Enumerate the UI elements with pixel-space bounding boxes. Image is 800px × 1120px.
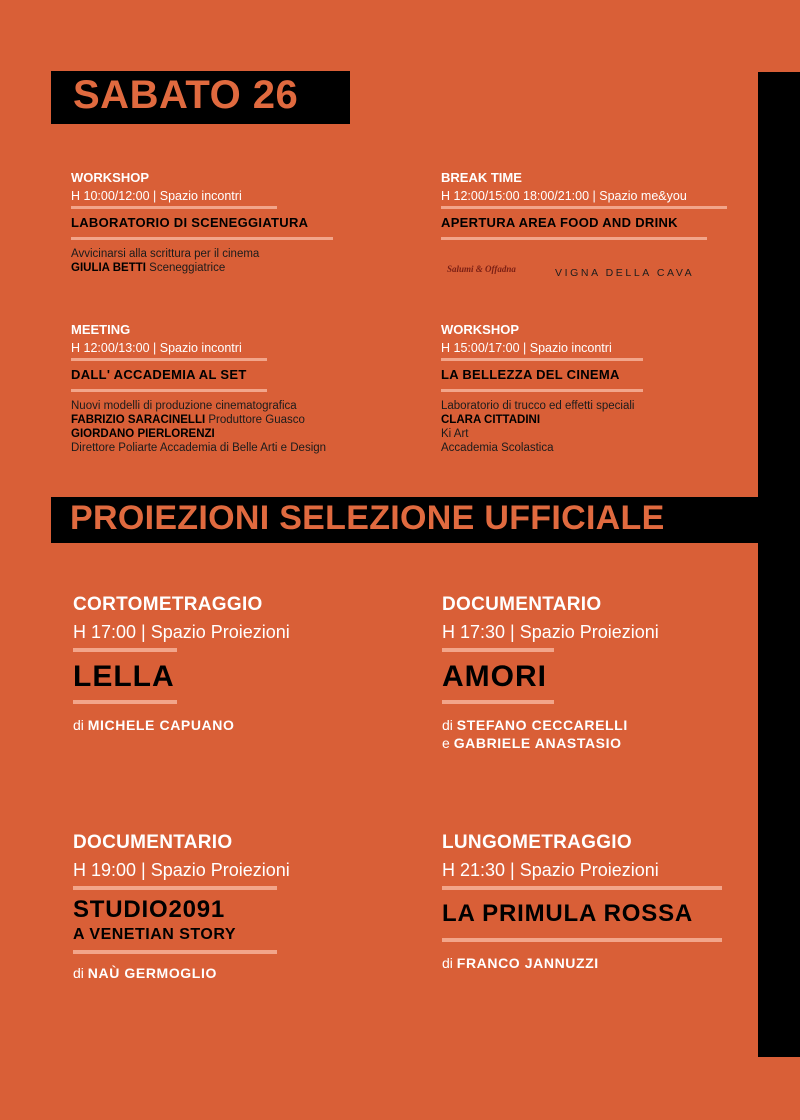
screening-time: H 17:30 | Spazio Proiezioni <box>442 622 659 642</box>
divider <box>73 648 177 652</box>
event-time: H 12:00/13:00 | Spazio incontri <box>71 341 242 355</box>
screening-kind: DOCUMENTARIO <box>442 594 602 615</box>
divider <box>73 950 277 954</box>
event-kind: WORKSHOP <box>71 170 149 185</box>
divider <box>71 237 333 240</box>
event-person <box>71 413 371 427</box>
director-name: MICHELE CAPUANO <box>87 717 235 733</box>
event-subtitle: Laboratorio di trucco ed effetti speciali <box>441 400 635 412</box>
divider <box>441 389 643 392</box>
day-header <box>51 71 350 124</box>
event-workshop-bellezza <box>441 322 741 455</box>
person-name: CLARA CITTADINI <box>441 414 541 426</box>
director-name: GABRIELE ANASTASIO <box>453 735 622 751</box>
divider <box>441 358 643 361</box>
event-break-time <box>441 170 741 240</box>
divider <box>441 206 727 209</box>
by-prefix: e <box>442 735 450 751</box>
screening-amori <box>442 594 752 752</box>
divider <box>442 886 722 890</box>
divider <box>71 389 267 392</box>
event-subtitle: Nuovi modelli di produzione cinematografica <box>71 400 297 412</box>
section-title: PROIEZIONI SELEZIONE UFFICIALE <box>70 499 665 537</box>
divider <box>442 938 722 942</box>
event-title: LABORATORIO DI SCENEGGIATURA <box>71 215 309 230</box>
screening-time: H 21:30 | Spazio Proiezioni <box>442 860 659 880</box>
divider <box>73 700 177 704</box>
screening-time: H 19:00 | Spazio Proiezioni <box>73 860 290 880</box>
director-name: NAÙ GERMOGLIO <box>87 965 217 981</box>
person-role: Produttore Guasco <box>208 414 305 426</box>
director-name: FRANCO JANNUZZI <box>456 955 599 971</box>
event-kind: BREAK TIME <box>441 170 522 185</box>
event-kind: WORKSHOP <box>441 322 519 337</box>
sponsor-logo-salumi: Salumi & Offadna <box>447 264 516 274</box>
person-affiliation: Accademia Scolastica <box>441 442 554 454</box>
director-name: STEFANO CECCARELLI <box>456 717 628 733</box>
screening-title: LELLA <box>73 660 175 693</box>
screening-director <box>73 716 393 734</box>
event-time: H 15:00/17:00 | Spazio incontri <box>441 341 612 355</box>
divider <box>73 886 277 890</box>
person-affiliation: Ki Art <box>441 428 469 440</box>
event-description <box>441 399 741 455</box>
screening-director <box>442 716 752 752</box>
screening-studio2091 <box>73 832 393 982</box>
event-description <box>71 399 371 455</box>
divider <box>442 700 554 704</box>
event-person <box>71 427 371 441</box>
divider <box>71 206 277 209</box>
screening-kind: CORTOMETRAGGIO <box>73 594 263 615</box>
event-person <box>71 261 361 275</box>
event-title: DALL' ACCADEMIA AL SET <box>71 367 247 382</box>
section-header <box>51 497 758 543</box>
screening-director <box>73 964 393 982</box>
screening-subtitle: A VENETIAN STORY <box>73 926 236 943</box>
person-name: GIORDANO PIERLORENZI <box>71 428 215 440</box>
right-decor-bar <box>758 72 800 1057</box>
screening-title: STUDIO2091 <box>73 896 226 923</box>
event-description <box>71 247 361 275</box>
by-prefix: di <box>73 717 84 733</box>
event-time: H 10:00/12:00 | Spazio incontri <box>71 189 242 203</box>
event-workshop-sceneggiatura <box>71 170 361 275</box>
screening-director <box>442 954 752 972</box>
sponsor-logo-vigna: VIGNA DELLA CAVA <box>555 267 695 279</box>
person-name: FABRIZIO SARACINELLI <box>71 414 206 426</box>
screening-time: H 17:00 | Spazio Proiezioni <box>73 622 290 642</box>
event-time: H 12:00/15:00 18:00/21:00 | Spazio me&you <box>441 189 687 203</box>
event-title: LA BELLEZZA DEL CINEMA <box>441 367 620 382</box>
screening-primula-rossa <box>442 832 752 972</box>
screening-kind: DOCUMENTARIO <box>73 832 233 853</box>
event-subtitle: Avvicinarsi alla scrittura per il cinema <box>71 248 260 260</box>
by-prefix: di <box>73 965 84 981</box>
day-title: SABATO 26 <box>73 73 299 117</box>
by-prefix: di <box>442 955 453 971</box>
screening-title: AMORI <box>442 660 547 693</box>
divider <box>71 358 267 361</box>
screening-kind: LUNGOMETRAGGIO <box>442 832 632 853</box>
event-meeting-accademia <box>71 322 371 455</box>
person-role: Sceneggiatrice <box>149 262 226 274</box>
screening-title: LA PRIMULA ROSSA <box>442 900 694 927</box>
screening-lella <box>73 594 393 734</box>
person-name: GIULIA BETTI <box>71 262 146 274</box>
divider <box>441 237 707 240</box>
event-kind: MEETING <box>71 322 131 337</box>
divider <box>442 648 554 652</box>
by-prefix: di <box>442 717 453 733</box>
event-person <box>441 413 741 427</box>
event-title: APERTURA AREA FOOD AND DRINK <box>441 215 678 230</box>
person-affiliation: Direttore Poliarte Accademia di Belle Arti e Design <box>71 442 327 454</box>
